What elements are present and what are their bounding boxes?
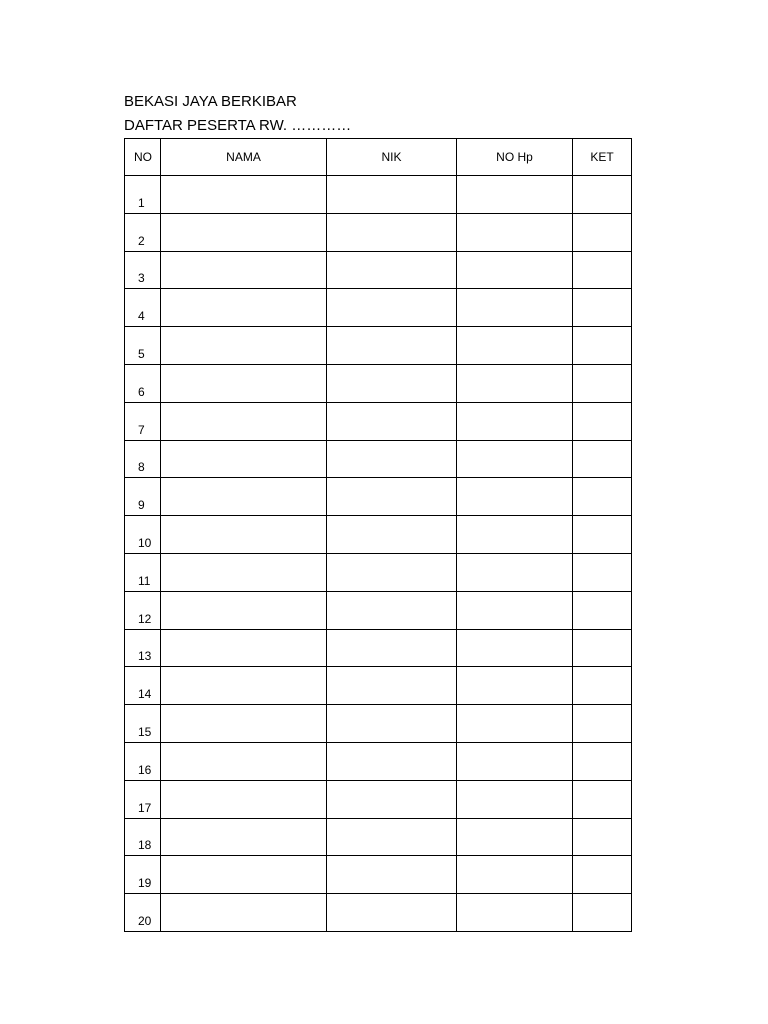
table-row bbox=[125, 289, 632, 327]
cell-ket bbox=[573, 667, 632, 705]
table-row bbox=[125, 667, 632, 705]
cell-ket bbox=[573, 440, 632, 478]
header-nik: NIK bbox=[327, 139, 457, 176]
cell-no: 16 bbox=[125, 742, 161, 780]
header-ket: KET bbox=[573, 139, 632, 176]
cell-no-hp bbox=[457, 478, 573, 516]
cell-no: 13 bbox=[125, 629, 161, 667]
cell-no-hp bbox=[457, 894, 573, 932]
cell-no: 9 bbox=[125, 478, 161, 516]
cell-nama bbox=[161, 478, 327, 516]
cell-no-hp bbox=[457, 251, 573, 289]
cell-no: 15 bbox=[125, 705, 161, 743]
cell-no: 1 bbox=[125, 176, 161, 214]
cell-nama bbox=[161, 591, 327, 629]
cell-no-hp bbox=[457, 818, 573, 856]
table-row bbox=[125, 629, 632, 667]
cell-no-hp bbox=[457, 364, 573, 402]
cell-no-hp bbox=[457, 516, 573, 554]
table-row bbox=[125, 213, 632, 251]
cell-ket bbox=[573, 705, 632, 743]
cell-ket bbox=[573, 780, 632, 818]
cell-nik bbox=[327, 553, 457, 591]
cell-nik bbox=[327, 176, 457, 214]
cell-no: 3 bbox=[125, 251, 161, 289]
cell-nama bbox=[161, 402, 327, 440]
cell-no: 19 bbox=[125, 856, 161, 894]
table-row bbox=[125, 478, 632, 516]
cell-ket bbox=[573, 553, 632, 591]
cell-nama bbox=[161, 364, 327, 402]
table-row bbox=[125, 705, 632, 743]
table-row bbox=[125, 818, 632, 856]
cell-ket bbox=[573, 176, 632, 214]
cell-no: 10 bbox=[125, 516, 161, 554]
cell-nik bbox=[327, 327, 457, 365]
cell-nik bbox=[327, 818, 457, 856]
cell-no-hp bbox=[457, 327, 573, 365]
table-row bbox=[125, 402, 632, 440]
cell-nama bbox=[161, 176, 327, 214]
cell-no-hp bbox=[457, 742, 573, 780]
cell-nama bbox=[161, 289, 327, 327]
header-no: NO bbox=[125, 139, 161, 176]
cell-ket bbox=[573, 894, 632, 932]
table-row bbox=[125, 856, 632, 894]
cell-nama bbox=[161, 516, 327, 554]
cell-nik bbox=[327, 742, 457, 780]
cell-no-hp bbox=[457, 780, 573, 818]
cell-no-hp bbox=[457, 629, 573, 667]
table-row bbox=[125, 894, 632, 932]
cell-ket bbox=[573, 251, 632, 289]
cell-no: 2 bbox=[125, 213, 161, 251]
cell-nik bbox=[327, 516, 457, 554]
cell-nik bbox=[327, 667, 457, 705]
cell-ket bbox=[573, 364, 632, 402]
cell-ket bbox=[573, 516, 632, 554]
cell-nama bbox=[161, 667, 327, 705]
cell-ket bbox=[573, 213, 632, 251]
cell-no: 6 bbox=[125, 364, 161, 402]
cell-no: 8 bbox=[125, 440, 161, 478]
table-row bbox=[125, 516, 632, 554]
cell-nama bbox=[161, 629, 327, 667]
cell-no: 20 bbox=[125, 894, 161, 932]
cell-nik bbox=[327, 289, 457, 327]
cell-nik bbox=[327, 591, 457, 629]
table-header bbox=[125, 139, 632, 176]
cell-no-hp bbox=[457, 591, 573, 629]
cell-nik bbox=[327, 364, 457, 402]
cell-ket bbox=[573, 856, 632, 894]
cell-nik bbox=[327, 440, 457, 478]
cell-nik bbox=[327, 251, 457, 289]
cell-nama bbox=[161, 742, 327, 780]
cell-ket bbox=[573, 591, 632, 629]
cell-nik bbox=[327, 478, 457, 516]
cell-no-hp bbox=[457, 176, 573, 214]
table-row bbox=[125, 440, 632, 478]
cell-nama bbox=[161, 553, 327, 591]
cell-nama bbox=[161, 818, 327, 856]
table-row bbox=[125, 251, 632, 289]
cell-no: 18 bbox=[125, 818, 161, 856]
cell-nik bbox=[327, 213, 457, 251]
cell-nama bbox=[161, 705, 327, 743]
table-row bbox=[125, 553, 632, 591]
cell-no: 12 bbox=[125, 591, 161, 629]
cell-no: 14 bbox=[125, 667, 161, 705]
cell-nama bbox=[161, 213, 327, 251]
cell-no-hp bbox=[457, 667, 573, 705]
cell-ket bbox=[573, 478, 632, 516]
table-row bbox=[125, 327, 632, 365]
cell-ket bbox=[573, 402, 632, 440]
cell-no: 5 bbox=[125, 327, 161, 365]
table-row bbox=[125, 591, 632, 629]
document-title: BEKASI JAYA BERKIBAR bbox=[124, 93, 297, 110]
cell-ket bbox=[573, 289, 632, 327]
table-row bbox=[125, 742, 632, 780]
cell-no: 11 bbox=[125, 553, 161, 591]
cell-no: 4 bbox=[125, 289, 161, 327]
cell-nik bbox=[327, 780, 457, 818]
cell-no-hp bbox=[457, 856, 573, 894]
cell-ket bbox=[573, 629, 632, 667]
cell-no-hp bbox=[457, 289, 573, 327]
cell-nama bbox=[161, 327, 327, 365]
cell-no-hp bbox=[457, 440, 573, 478]
cell-no-hp bbox=[457, 213, 573, 251]
cell-ket bbox=[573, 742, 632, 780]
cell-nik bbox=[327, 894, 457, 932]
cell-nik bbox=[327, 856, 457, 894]
header-no-hp: NO Hp bbox=[457, 139, 573, 176]
cell-no: 7 bbox=[125, 402, 161, 440]
cell-nik bbox=[327, 705, 457, 743]
cell-ket bbox=[573, 327, 632, 365]
header-row bbox=[125, 139, 632, 176]
cell-no-hp bbox=[457, 402, 573, 440]
cell-nama bbox=[161, 894, 327, 932]
cell-nama bbox=[161, 440, 327, 478]
table-row bbox=[125, 780, 632, 818]
table-body bbox=[125, 176, 632, 932]
cell-no-hp bbox=[457, 705, 573, 743]
cell-nik bbox=[327, 402, 457, 440]
header-nama: NAMA bbox=[161, 139, 327, 176]
cell-ket bbox=[573, 818, 632, 856]
cell-nama bbox=[161, 780, 327, 818]
cell-nama bbox=[161, 251, 327, 289]
cell-no: 17 bbox=[125, 780, 161, 818]
cell-nama bbox=[161, 856, 327, 894]
cell-nik bbox=[327, 629, 457, 667]
table-row bbox=[125, 364, 632, 402]
cell-no-hp bbox=[457, 553, 573, 591]
table-row bbox=[125, 176, 632, 214]
document-subtitle: DAFTAR PESERTA RW. ………… bbox=[124, 117, 352, 134]
participant-table bbox=[124, 138, 632, 932]
